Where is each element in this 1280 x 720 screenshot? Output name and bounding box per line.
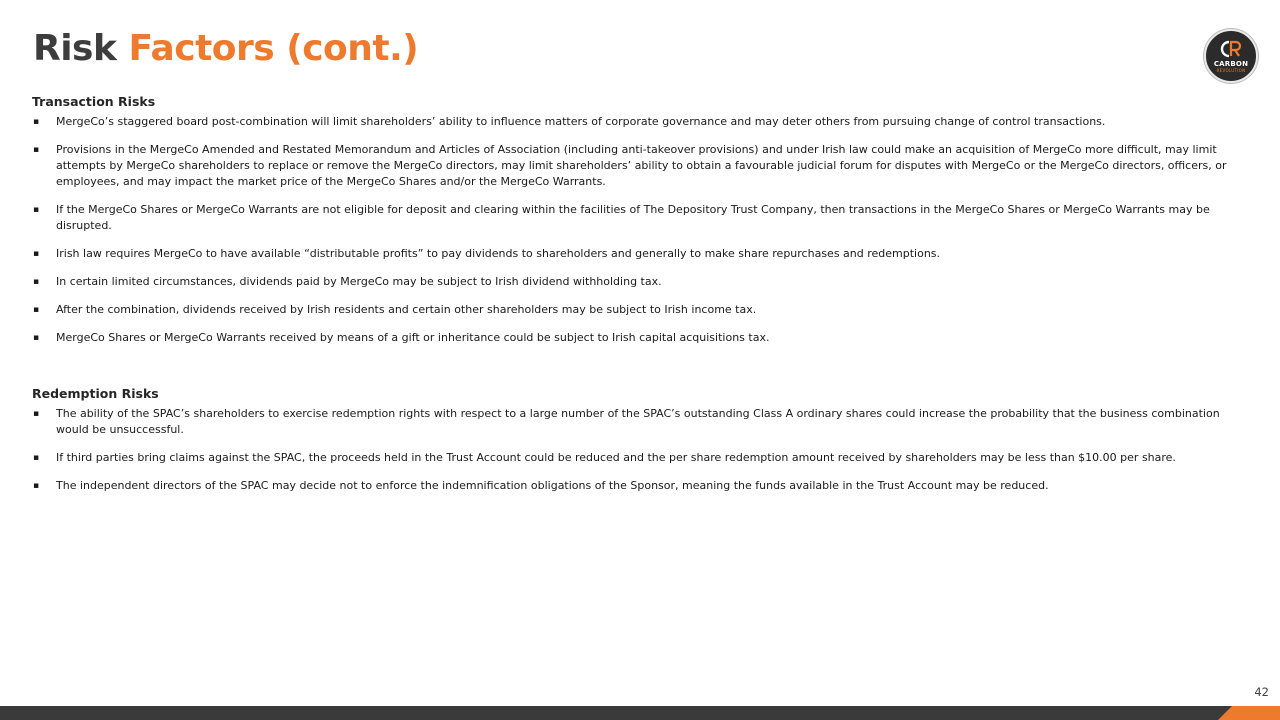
list-item-text: Irish law requires MergeCo to have available “distributable profits” to pay dividends to shareholders and generally to make share repurchases and redemptions. [56,247,941,260]
carbon-revolution-logo [1204,29,1258,83]
bullet-icon: ▪ [33,409,40,419]
list-item [32,246,1250,262]
cr-monogram-icon [1220,39,1242,59]
list-item [32,142,1250,190]
bullet-icon: ▪ [33,333,40,343]
page-title-dark: Risk [33,28,117,69]
list-item [32,202,1250,234]
footer-bar [0,706,1280,720]
list-item-text: If the MergeCo Shares or MergeCo Warrants are not eligible for deposit and clearing within the facilities of The Depository Trust Company, then transactions in the MergeCo Shares or MergeCo Warrants may be disrupted. [56,203,1210,232]
list-item-text: After the combination, dividends received by Irish residents and certain other shareholders may be subject to Irish income tax. [56,303,757,316]
list-item-text: The independent directors of the SPAC may decide not to enforce the indemnification obligations of the Sponsor, meaning the funds available in the Trust Account may be reduced. [56,479,1049,492]
list-item-text: Provisions in the MergeCo Amended and Restated Memorandum and Articles of Association (including anti-takeover provisions) and under Irish law could make an acquisition of MergeCo more difficult, may limit attempts by MergeCo shareholders to replace or remove the MergeCo directors, may limit shareholders’ ability to obtain a favourable judicial forum for disputes with MergeCo or the MergeCo directors, officers, or employees, and may impact the market price of the MergeCo Shares and/or the MergeCo Warrants. [56,143,1227,188]
bullet-icon: ▪ [33,117,40,127]
redemption-risks-list [32,406,1250,506]
list-item-text: MergeCo Shares or MergeCo Warrants received by means of a gift or inheritance could be subject to Irish capital acquisitions tax. [56,331,770,344]
list-item [32,274,1250,290]
section-heading-transaction-risks: Transaction Risks [32,94,156,109]
list-item-text: The ability of the SPAC’s shareholders to exercise redemption rights with respect to a large number of the SPAC’s outstanding Class A ordinary shares could increase the probability that the business combination would be unsuccessful. [56,407,1220,436]
page-title [33,26,418,72]
list-item [32,406,1250,438]
transaction-risks-list [32,114,1250,358]
page-number: 42 [1254,685,1269,699]
bullet-icon: ▪ [33,145,40,155]
logo-text-main: CARBON [1213,60,1249,68]
bullet-icon: ▪ [33,305,40,315]
bullet-icon: ▪ [33,277,40,287]
section-heading-redemption-risks: Redemption Risks [32,386,159,401]
bullet-icon: ▪ [33,481,40,491]
list-item-text: In certain limited circumstances, dividends paid by MergeCo may be subject to Irish dividend withholding tax. [56,275,662,288]
list-item [32,450,1250,466]
page-title-accent: Factors (cont.) [128,28,419,69]
bullet-icon: ▪ [33,249,40,259]
list-item [32,478,1250,494]
bullet-icon: ▪ [33,205,40,215]
list-item-text: If third parties bring claims against the SPAC, the proceeds held in the Trust Account could be reduced and the per share redemption amount received by shareholders may be less than $10.00 per share. [56,451,1176,464]
list-item [32,114,1250,130]
list-item [32,330,1250,346]
bullet-icon: ▪ [33,453,40,463]
logo-text-sub: REVOLUTION [1216,68,1246,73]
list-item [32,302,1250,318]
list-item-text: MergeCo’s staggered board post-combination will limit shareholders’ ability to influence matters of corporate governance and may deter others from pursuing change of control transactions. [56,115,1106,128]
